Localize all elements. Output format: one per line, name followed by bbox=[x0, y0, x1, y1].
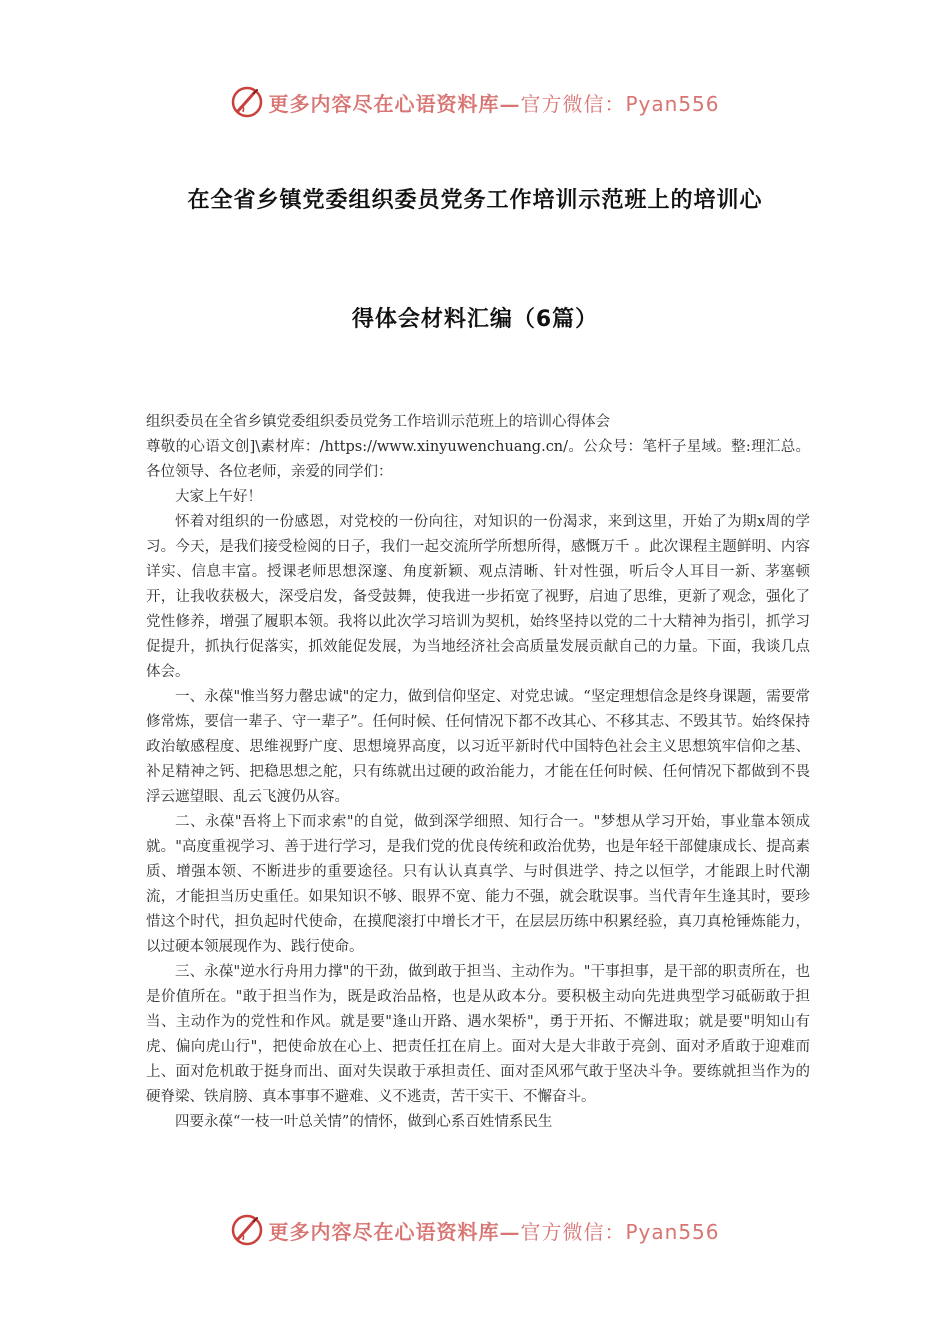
document-body bbox=[146, 410, 810, 1135]
paragraph-hello: 大家上午好！ bbox=[175, 489, 262, 505]
banner-wechat-id: Pyan556 bbox=[625, 1219, 720, 1244]
pen-logo-icon bbox=[230, 1213, 264, 1247]
paragraph-point-4: 四要永葆“一枝一叶总关情”的情怀，做到心系百姓情系民生 bbox=[175, 1114, 553, 1130]
footer-banner bbox=[0, 1210, 950, 1250]
document-title-line2: 得体会材料汇编（6篇） bbox=[351, 307, 599, 332]
banner-wechat-id: Pyan556 bbox=[625, 91, 720, 116]
paragraph-point-1: 一、永葆"惟当努力罄忠诚"的定力，做到信仰坚定、对党忠诚。“坚定理想信念是终身课题，需要常修常炼，要信一辈子、守一辈子”。任何时候、任何情况下都不改其心、不移其志、不毁其节。始终保持政治敏感程度、思维视野广度、思想境界高度，以习近平新时代中国特色社会主义思想筑牢信仰之基、补足精神之钙、把稳思想之舵，只有练就出过硬的政治能力，才能在任何时候、任何情况下都做到不畏浮云遮望眼、乱云飞渡仍从容。 bbox=[146, 689, 810, 805]
banner-wechat-label: 官方微信： bbox=[520, 91, 626, 116]
header-banner bbox=[0, 82, 950, 122]
banner-wechat-label: 官方微信： bbox=[520, 1219, 626, 1244]
paragraph-greeting: 尊敬的心语文创]\素材库：/https://www.xinyuwenchuang.cn/。公众号：笔杆子星域。整:理汇总。各位领导、各位老师，亲爱的同学们： bbox=[146, 439, 810, 480]
banner-text bbox=[268, 88, 719, 117]
paragraph-point-3: 三、永葆"逆水行舟用力撑"的干劲，做到敢于担当、主动作为。"干事担事，是干部的职责所在，也是价值所在。"敢于担当作为，既是政治品格，也是从政本分。要积极主动向先进典型学习砥砺敢于担当、主动作为的党性和作风。就是要"逢山开路、遇水架桥"，勇于开拓、不懈进取；就是要"明知山有虎、偏向虎山行"，把使命放在心上、把责任扛在肩上。面对大是大非敢于亮剑、面对矛盾敢于迎难而上、面对危机敢于挺身而出、面对失误敢于承担责任、面对歪风邪气敢于坚决斗争。要练就担当作为的硬脊梁、铁肩膀、真本事事不避难、义不逃责，苦干实干、不懈奋斗。 bbox=[146, 964, 810, 1105]
banner-dash: — bbox=[499, 1219, 521, 1244]
banner-dash: — bbox=[499, 91, 521, 116]
paragraph-intro: 怀着对组织的一份感恩，对党校的一份向往，对知识的一份渴求，来到这里，开始了为期x周的学习。今天，是我们接受检阅的日子，我们一起交流所学所想所得，感慨万千 。此次课程主题鲜明、内容详实、信息丰富。授课老师思想深邃、角度新颖、观点清晰、针对性强，听后令人耳目一新、茅塞顿开，让我收获极大，深受启发，备受鼓舞，使我进一步拓宽了视野，启迪了思维，更新了观念，强化了党性修养，增强了履职本领。我将以此次学习培训为契机，始终坚持以党的二十大精神为指引，抓学习促提升，抓执行促落实，抓效能促发展，为当地经济社会高质量发展贡献自己的力量。下面，我谈几点体会。 bbox=[146, 514, 810, 680]
pen-logo-icon bbox=[230, 85, 264, 119]
banner-main-text: 更多内容尽在心语资料库 bbox=[268, 1219, 500, 1244]
banner-text bbox=[268, 1216, 719, 1245]
banner-main-text: 更多内容尽在心语资料库 bbox=[268, 91, 500, 116]
paragraph-point-2: 二、永葆"吾将上下而求索"的自觉，做到深学细照、知行合一。"梦想从学习开始，事业靠本领成就。"高度重视学习、善于进行学习，是我们党的优良传统和政治优势，也是年轻干部健康成长、提高素质、增强本领、不断进步的重要途径。只有认认真真学、与时俱进学、持之以恒学，才能跟上时代潮流，才能担当历史重任。如果知识不够、眼界不宽、能力不强，就会耽误事。当代青年生逢其时，要珍惜这个时代，担负起时代使命，在摸爬滚打中增长才干，在层层历练中积累经验，真刀真枪锤炼能力，以过硬本领展现作为、践行使命。 bbox=[146, 814, 810, 955]
paragraph-subtitle: 组织委员在全省乡镇党委组织委员党务工作培训示范班上的培训心得体会 bbox=[146, 414, 610, 430]
document-title-line1: 在全省乡镇党委组织委员党务工作培训示范班上的培训心 bbox=[187, 188, 763, 213]
